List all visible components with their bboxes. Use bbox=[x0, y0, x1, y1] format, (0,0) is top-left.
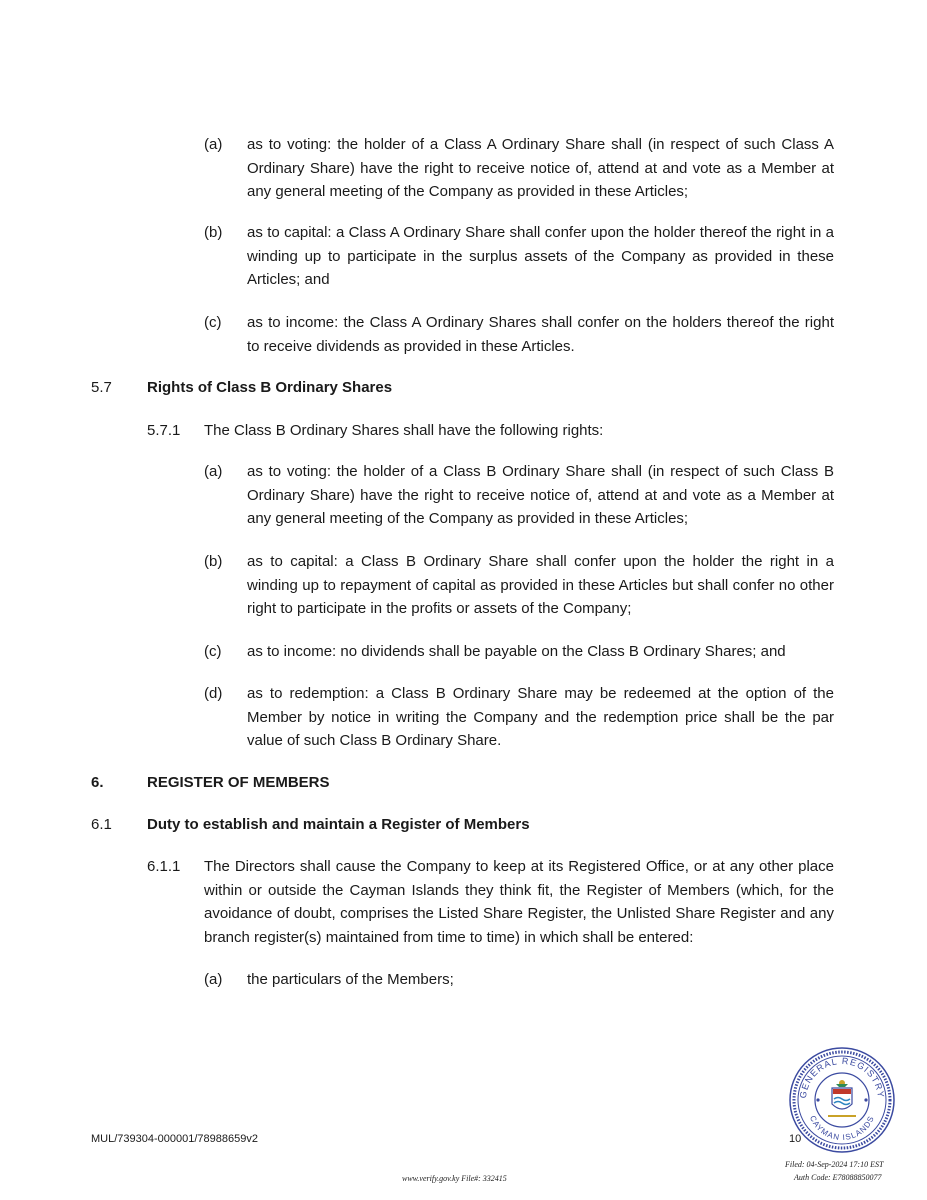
item-a-marker: (a) bbox=[204, 136, 223, 153]
clause-5-7-1-number: 5.7.1 bbox=[147, 422, 181, 439]
item-b-marker: (b) bbox=[204, 224, 223, 241]
section-6-1-number: 6.1 bbox=[91, 816, 112, 833]
clause-6-1-1-number: 6.1.1 bbox=[147, 858, 181, 875]
class-b-redemption-paragraph: as to redemption: a Class B Ordinary Share may be redeemed at the option of the Member by notice in writing the Company and the redemption price shall be the par value of such Class B Ordinary Share. bbox=[247, 685, 834, 749]
item-c-marker: (c) bbox=[204, 643, 222, 660]
auth-code: Auth Code: E78088850077 bbox=[794, 1173, 882, 1182]
page-number: 10 bbox=[789, 1133, 802, 1145]
section-6-heading: REGISTER OF MEMBERS bbox=[147, 774, 330, 791]
item-b-marker: (b) bbox=[204, 553, 223, 570]
class-a-voting-paragraph: as to voting: the holder of a Class A Ordinary Share shall (in respect of such Class A Ordinary Share) have the right to receive notice of, attend at and vote as a Member at any general meeting of the Company as provided in these Articles; bbox=[247, 136, 834, 200]
verify-reference: www.verify.gov.ky File#: 332415 bbox=[402, 1174, 507, 1183]
document-reference: MUL/739304-000001/78988659v2 bbox=[91, 1133, 258, 1145]
clause-6-1-1-text: The Directors shall cause the Company to keep at its Registered Office, or at any other place within or outside the Cayman Islands they think fit, the Register of Members (which, for the avoidance of doubt, comprises the Listed Share Register, the Unlisted Share Register and any branch register(s) maintained from time to time) in which shall be entered: bbox=[204, 858, 834, 946]
general-registry-seal-icon bbox=[788, 1046, 896, 1154]
class-b-income-paragraph: as to income: no dividends shall be payable on the Class B Ordinary Shares; and bbox=[247, 643, 786, 660]
item-a-marker: (a) bbox=[204, 971, 223, 988]
section-5-7-heading: Rights of Class B Ordinary Shares bbox=[147, 379, 393, 396]
clause-5-7-1-text: The Class B Ordinary Shares shall have the following rights: bbox=[204, 422, 604, 439]
section-6-number: 6. bbox=[91, 774, 104, 791]
class-a-income-paragraph: as to income: the Class A Ordinary Shares shall confer on the holders thereof the right to receive dividends as provided in these Articles. bbox=[247, 314, 834, 355]
class-b-capital-paragraph: as to capital: a Class B Ordinary Share shall confer upon the holder the right in a winding up to repayment of capital as provided in these Articles but shall confer no other right to participate in the profits or assets of the Company; bbox=[247, 553, 834, 617]
class-a-capital-paragraph: as to capital: a Class A Ordinary Share shall confer upon the holder thereof the right in a winding up to participate in the surplus assets of the Company as provided in these Articles; and bbox=[247, 224, 834, 288]
seal-bottom-text: CAYMAN ISLANDS bbox=[807, 1114, 877, 1143]
section-6-1-heading: Duty to establish and maintain a Register of Members bbox=[147, 816, 530, 833]
item-d-marker: (d) bbox=[204, 685, 223, 702]
seal-top-text: GENERAL REGISTRY bbox=[797, 1055, 887, 1099]
item-a-marker: (a) bbox=[204, 463, 223, 480]
filed-date: Filed: 04-Sep-2024 17:10 EST bbox=[785, 1160, 884, 1169]
class-b-voting-paragraph: as to voting: the holder of a Class B Ordinary Share shall (in respect of such Class B Ordinary Share) have the right to receive notice of, attend at and vote as a Member at any general meeting of the Company as provided in these Articles; bbox=[247, 463, 834, 527]
item-c-marker: (c) bbox=[204, 314, 222, 331]
filing-stamp bbox=[785, 1158, 883, 1184]
section-5-7-number: 5.7 bbox=[91, 379, 112, 396]
members-particulars-item: the particulars of the Members; bbox=[247, 971, 454, 988]
